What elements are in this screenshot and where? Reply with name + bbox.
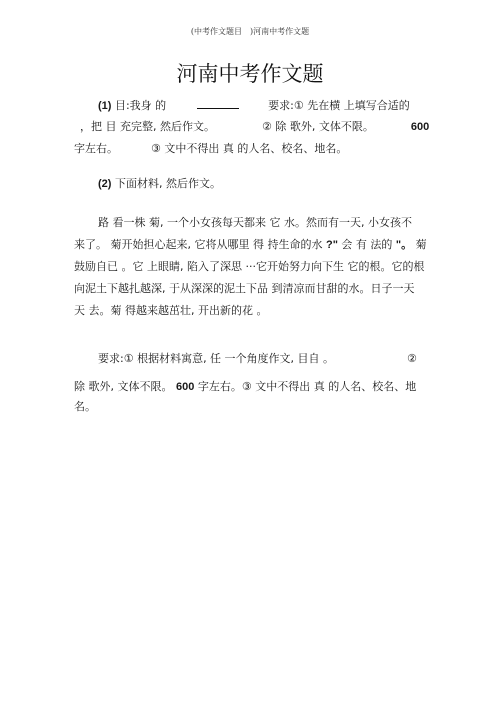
q1-number: (1)	[98, 100, 112, 112]
material-line2-text-a: 来了。 菊开始担心起来, 它将从哪里 得 持生命的水	[74, 238, 323, 251]
material-quote-close: "。	[395, 239, 413, 251]
req-line-2	[74, 380, 434, 394]
q1-line3-text-a: 字左右。	[74, 142, 118, 155]
page-header: (中考作文题目 )河南中考作文题	[190, 27, 310, 36]
q1-word-count: 600	[410, 121, 430, 133]
material-line-5: 天 去。菊 得越来越茁壮, 开出新的花 。	[74, 304, 268, 317]
material-line2-text-c: 菊	[415, 238, 427, 251]
req-line-3: 名。	[74, 400, 96, 413]
fill-in-blank	[197, 98, 239, 109]
req-line2-text-a: 除 歌外, 文体不限。	[74, 380, 173, 393]
material-line-4: 向泥土下越扎越深, 于从深深的泥土下品 到清凉而甘甜的水。日子一天	[74, 282, 415, 295]
q1-line-2	[80, 120, 440, 134]
q1-line-3	[74, 142, 434, 156]
material-line-2	[74, 238, 434, 252]
q1-line2-text-a: ，把 目 充完整, 然后作文。	[80, 120, 215, 133]
material-line-3: 鼓励自已 。它 上眼睛, 陷入了深思 ···它开始努力向下生 它的根。它的根	[74, 260, 425, 273]
req-line-1	[98, 352, 458, 366]
q1-line1-text-b: 要求:① 先在横 上填写合适的	[268, 99, 410, 112]
req-line2-text-b: 字左右。③ 文中不得出 真 的人名、校名、地	[197, 380, 417, 393]
page-title: 河南中考作文题	[176, 62, 324, 86]
material-line2-text-b: 会 有 法的	[341, 238, 393, 251]
q1-line-1	[98, 98, 458, 113]
q1-line1-text-a: 目:我身 的	[114, 99, 167, 112]
req-line1-text-a: 要求:① 根据材料寓意, 任 一个角度作文, 目自 。	[98, 352, 335, 365]
q1-line3-text-b: ③ 文中不得出 真 的人名、校名、地名。	[151, 142, 348, 155]
q2-line	[98, 177, 458, 191]
material-quote-end: ?"	[325, 239, 338, 251]
q2-intro-text: 下面材料, 然后作文。	[114, 177, 221, 190]
q2-number: (2)	[98, 178, 112, 190]
req-line1-text-b: ②	[407, 352, 417, 365]
material-line-1: 路 看一株 菊, 一个小女孩每天都来 它 水。然而有一天, 小女孩不	[98, 216, 412, 229]
req-word-count: 600	[176, 381, 195, 393]
q1-line2-text-b: ② 除 歌外, 文体不限。	[262, 120, 374, 133]
